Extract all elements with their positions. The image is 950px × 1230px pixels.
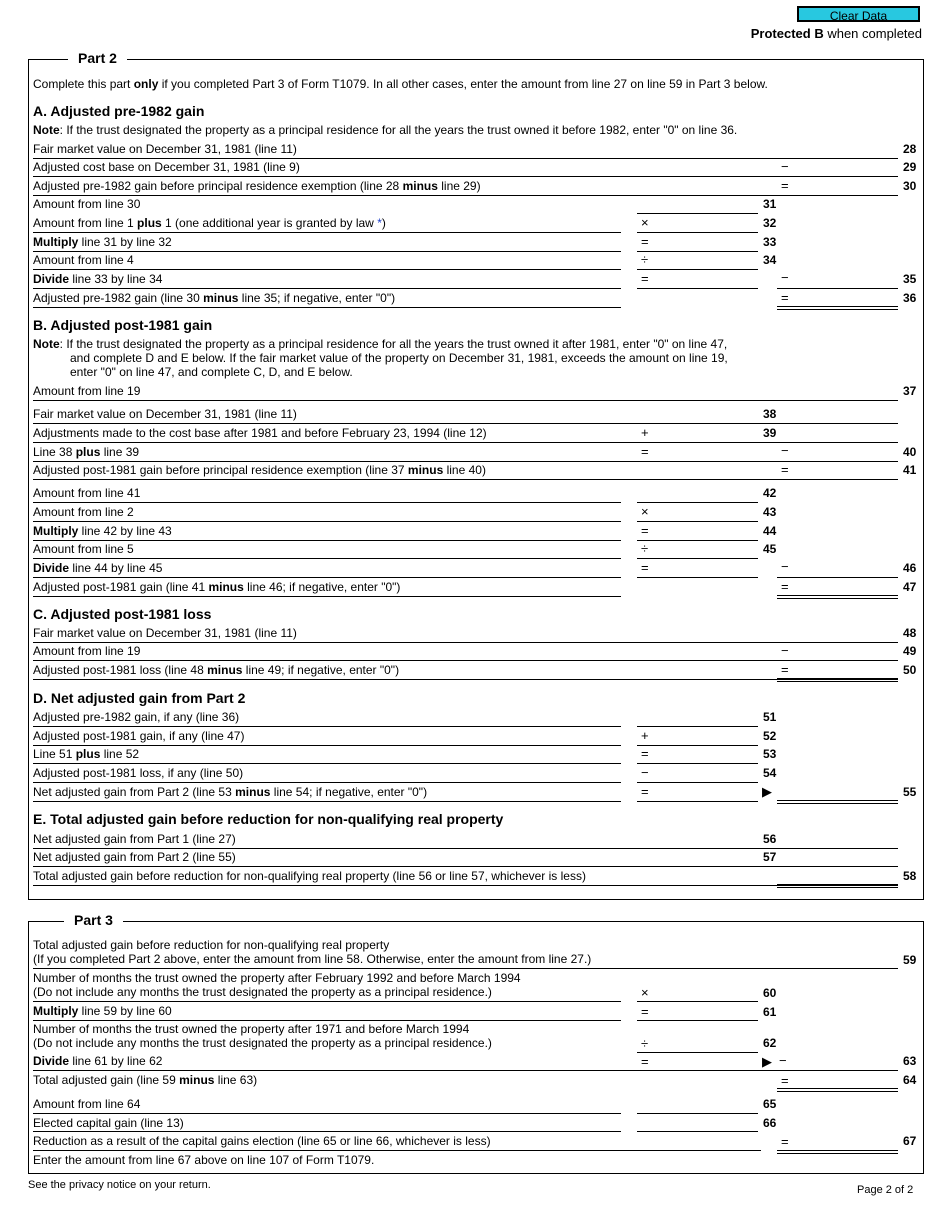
line-49-operator: −	[781, 643, 789, 658]
line-54-number: 54	[763, 766, 777, 780]
line-40-label: Line 38 plus line 39	[33, 445, 140, 459]
line-36-label: Adjusted pre-1982 gain (line 30 minus line 35; if negative, enter "0")	[33, 291, 396, 305]
line-35-operator2: −	[781, 270, 789, 285]
section-e-heading: E. Total adjusted gain before reduction for non-qualifying real property	[33, 811, 504, 827]
line-39-operator: +	[641, 425, 649, 440]
line-28-rule	[33, 158, 898, 159]
line-47-rule	[33, 596, 621, 597]
line-39-number: 39	[763, 426, 777, 440]
line-40-field[interactable]	[777, 461, 898, 462]
line-41-label: Adjusted post-1981 gain before principal residence exemption (line 37 minus line 40)	[33, 463, 486, 477]
line-56-rule	[33, 848, 898, 849]
section-a-heading: A. Adjusted pre-1982 gain	[33, 103, 205, 119]
line-37-number: 37	[903, 384, 917, 398]
section-c-heading: C. Adjusted post-1981 loss	[33, 606, 212, 622]
line-58-rule	[33, 885, 898, 886]
section-b-note-line1: Note: If the trust designated the property as a principal residence for all the years the trust owned it after 1981, enter "0" on line 47,	[33, 337, 728, 351]
line-45-operator: ÷	[641, 541, 649, 556]
line-65-label: Amount from line 64	[33, 1097, 141, 1111]
line-61-label: Multiply line 59 by line 60	[33, 1004, 172, 1018]
line-46-operator2: −	[781, 559, 789, 574]
protected-b-label: Protected B when completed	[750, 26, 922, 41]
line-57-label: Net adjusted gain from Part 2 (line 55)	[33, 850, 236, 864]
line-59-number: 59	[903, 953, 917, 967]
line-50-rule	[33, 679, 898, 680]
line-32-operator: ×	[641, 215, 649, 230]
line-65-field[interactable]	[637, 1113, 758, 1114]
line-29-field[interactable]	[777, 176, 898, 177]
line-50-number: 50	[903, 663, 917, 677]
line-33-operator: =	[641, 234, 649, 249]
line-55-mid-field	[637, 801, 758, 802]
line-54-operator: −	[641, 765, 649, 780]
line-60-rule	[33, 1001, 621, 1002]
line-55-field[interactable]	[777, 800, 898, 804]
line-43-mid-field[interactable]	[637, 521, 758, 522]
line-60-number: 60	[763, 986, 777, 1000]
line-30-rule	[33, 195, 898, 196]
line-64-number: 64	[903, 1073, 917, 1087]
line-33-rule	[33, 251, 621, 252]
line-52-operator: +	[641, 728, 649, 743]
line-38-number: 38	[763, 407, 777, 421]
line-50-label: Adjusted post-1981 loss (line 48 minus line 49; if negative, enter "0")	[33, 663, 400, 677]
line-55-operator: =	[641, 784, 649, 799]
line-46-label: Divide line 44 by line 45	[33, 561, 163, 575]
line-58-label: Total adjusted gain before reduction for non-qualifying real property (line 56 or line 57, whichever is less)	[33, 869, 586, 883]
line-46-field[interactable]	[777, 577, 898, 578]
line-62-number: 62	[763, 1036, 777, 1050]
line-31-number: 31	[763, 197, 777, 211]
line-42-number: 42	[763, 486, 777, 500]
part3-final-note: Enter the amount from line 67 above on line 107 of Form T1079.	[33, 1153, 375, 1167]
line-66-label: Elected capital gain (line 13)	[33, 1116, 184, 1130]
line-47-field[interactable]	[777, 595, 898, 599]
line-39-mid-field[interactable]	[637, 442, 758, 443]
line-54-label: Adjusted post-1981 loss, if any (line 50)	[33, 766, 244, 780]
line-40-rule	[33, 461, 898, 462]
line-62-label-a: Number of months the trust owned the property after 1971 and before March 1994	[33, 1022, 470, 1036]
line-36-field[interactable]	[777, 306, 898, 310]
line-57-rule	[33, 866, 898, 867]
line-41-operator: =	[781, 462, 789, 477]
line-63-number: 63	[903, 1054, 917, 1068]
line-44-rule	[33, 540, 621, 541]
line-41-number: 41	[903, 463, 917, 477]
line-28-field[interactable]	[777, 158, 898, 159]
line-62-label-b: (Do not include any months the trust designated the property as a principal residence.)	[33, 1036, 492, 1050]
line-37-rule	[33, 400, 898, 401]
section-a-note: Note: If the trust designated the property as a principal residence for all the years the trust owned it before 1982, enter "0" on line 36.	[33, 123, 738, 137]
line-38-rule	[33, 423, 898, 424]
line-43-rule	[33, 521, 621, 522]
line-41-field[interactable]	[777, 479, 898, 480]
part2-intro: Complete this part only if you completed Part 3 of Form T1079. In all other cases, enter the amount from line 27 on line 59 in Part 3 below.	[33, 77, 768, 91]
line-51-rule	[33, 726, 621, 727]
line-51-label: Adjusted pre-1982 gain, if any (line 36)	[33, 710, 240, 724]
line-45-mid-field[interactable]	[637, 558, 758, 559]
line-42-mid-field[interactable]	[637, 502, 758, 503]
line-67-operator: =	[781, 1134, 789, 1149]
line-44-operator: =	[641, 523, 649, 538]
line-35-label: Divide line 33 by line 34	[33, 272, 163, 286]
line-47-number: 47	[903, 580, 917, 594]
section-d-heading: D. Net adjusted gain from Part 2	[33, 690, 246, 706]
line-59-rule	[33, 968, 777, 969]
line-32-number: 32	[763, 216, 777, 230]
line-54-rule	[33, 782, 621, 783]
line-29-number: 29	[903, 160, 917, 174]
line-40-operator2: −	[781, 443, 789, 458]
line-33-label: Multiply line 31 by line 32	[33, 235, 172, 249]
line-44-number: 44	[763, 524, 777, 538]
section-b-note-line3: enter "0" on line 47, and complete C, D, and E below.	[70, 365, 353, 379]
line-36-operator: =	[781, 290, 789, 305]
line-60-field[interactable]	[637, 1001, 758, 1002]
line-49-rule	[33, 660, 898, 661]
line-55-number: 55	[903, 785, 917, 799]
line-35-operator: =	[641, 271, 649, 286]
line-34-mid-field[interactable]	[637, 269, 758, 270]
line-65-number: 65	[763, 1097, 777, 1111]
line-51-mid-field[interactable]	[637, 726, 758, 727]
line-53-label: Line 51 plus line 52	[33, 747, 140, 761]
line-52-mid-field[interactable]	[637, 745, 758, 746]
line-63-field[interactable]	[777, 1070, 898, 1071]
line-44-label: Multiply line 42 by line 43	[33, 524, 172, 538]
line-49-field[interactable]	[777, 660, 898, 661]
line-37-field[interactable]	[777, 400, 898, 401]
line-60-label-b: (Do not include any months the trust designated the property as a principal residence.)	[33, 985, 492, 999]
line-43-label: Amount from line 2	[33, 505, 134, 519]
line-34-number: 34	[763, 253, 777, 267]
line-67-rule	[33, 1150, 761, 1151]
line-61-field[interactable]	[637, 1020, 758, 1021]
line-56-number: 56	[763, 832, 777, 846]
line-67-field[interactable]	[777, 1150, 898, 1154]
line-35-rule	[33, 288, 621, 289]
line-56-label: Net adjusted gain from Part 1 (line 27)	[33, 832, 236, 846]
line-66-rule	[33, 1131, 621, 1132]
line-59-label-a: Total adjusted gain before reduction for non-qualifying real property	[33, 938, 390, 952]
line-45-number: 45	[763, 542, 777, 556]
line-46-number: 46	[903, 561, 917, 575]
line-59-field[interactable]	[777, 968, 898, 969]
line-53-number: 53	[763, 747, 777, 761]
line-46-rule	[33, 577, 621, 578]
line-31-mid-field[interactable]	[637, 213, 758, 214]
line-64-operator: =	[781, 1073, 789, 1088]
line-67-label: Reduction as a result of the capital gains election (line 65 or line 66, whichever is less)	[33, 1134, 491, 1148]
line-30-field[interactable]	[777, 195, 898, 196]
line-45-label: Amount from line 5	[33, 542, 134, 556]
line-34-operator: ÷	[641, 252, 649, 267]
line-59-label-b: (If you completed Part 2 above, enter the amount from line 58. Otherwise, enter the amount from line 27.)	[33, 952, 592, 966]
line-48-number: 48	[903, 626, 917, 640]
line-34-rule	[33, 269, 621, 270]
line-30-operator: =	[781, 178, 789, 193]
line-48-rule	[33, 642, 898, 643]
line-33-number: 33	[763, 235, 777, 249]
line-56-mid-field[interactable]	[637, 848, 758, 849]
line-51-number: 51	[763, 710, 777, 724]
line-65-rule	[33, 1113, 621, 1114]
line-52-label: Adjusted post-1981 gain, if any (line 47)	[33, 729, 245, 743]
section-b-note-line2: and complete D and E below. If the fair market value of the property on December 31, 1981, exceeds the amount on line 19,	[70, 351, 728, 365]
line-29-label: Adjusted cost base on December 31, 1981 (line 9)	[33, 160, 300, 174]
section-b-heading: B. Adjusted post-1981 gain	[33, 317, 213, 333]
line-52-number: 52	[763, 729, 777, 743]
line-36-number: 36	[903, 291, 917, 305]
line-44-mid-field[interactable]	[637, 540, 758, 541]
line-54-mid-field[interactable]	[637, 782, 758, 783]
line-64-field[interactable]	[777, 1088, 898, 1092]
line-49-number: 49	[903, 644, 917, 658]
page-number: Page 2 of 2	[857, 1184, 914, 1196]
line-38-label: Fair market value on December 31, 1981 (line 11)	[33, 407, 297, 421]
line-30-number: 30	[903, 179, 917, 193]
line-28-number: 28	[903, 142, 917, 156]
line-66-field[interactable]	[637, 1131, 758, 1132]
line-46-operator: =	[641, 560, 649, 575]
line-49-label: Amount from line 19	[33, 644, 141, 658]
line-61-rule	[33, 1020, 621, 1021]
line-41-rule	[33, 479, 898, 480]
line-53-mid-field[interactable]	[637, 763, 758, 764]
line-32-label: Amount from line 1 plus 1 (one additional year is granted by law *)	[33, 216, 386, 230]
line-29-operator: −	[781, 159, 789, 174]
line-42-rule	[33, 502, 621, 503]
line-43-number: 43	[763, 505, 777, 519]
line-60-operator: ×	[641, 985, 649, 1000]
line-47-label: Adjusted post-1981 gain (line 41 minus line 46; if negative, enter "0")	[33, 580, 401, 594]
line-43-operator: ×	[641, 504, 649, 519]
line-50-field[interactable]	[777, 678, 898, 682]
line-40-mid-field	[637, 461, 758, 462]
line-63-rule	[33, 1070, 898, 1071]
line-40-number: 40	[903, 445, 917, 459]
line-45-rule	[33, 558, 621, 559]
line-55-rule	[33, 801, 621, 802]
line-57-number: 57	[763, 850, 777, 864]
line-58-number: 58	[903, 869, 917, 883]
line-33-mid-field[interactable]	[637, 251, 758, 252]
line-47-operator: =	[781, 579, 789, 594]
line-35-number: 35	[903, 272, 917, 286]
clear-data-button[interactable]: Clear Data	[797, 6, 920, 22]
line-55-arrow-icon: ▶	[762, 784, 772, 799]
line-42-label: Amount from line 41	[33, 486, 141, 500]
part3-title: Part 3	[64, 912, 123, 928]
line-63-operator2: −	[779, 1053, 787, 1068]
line-29-rule	[33, 176, 898, 177]
line-60-label-a: Number of months the trust owned the property after February 1992 and before March 1994	[33, 971, 521, 985]
line-62-operator: ÷	[641, 1036, 649, 1051]
line-55-label: Net adjusted gain from Part 2 (line 53 minus line 54; if negative, enter "0")	[33, 785, 428, 799]
line-53-rule	[33, 763, 621, 764]
line-58-field[interactable]	[777, 884, 898, 888]
line-50-operator: =	[781, 662, 789, 677]
line-32-mid-field[interactable]	[637, 232, 758, 233]
line-53-operator: =	[641, 746, 649, 761]
line-63-operator: =	[641, 1054, 649, 1069]
line-30-label: Adjusted pre-1982 gain before principal residence exemption (line 28 minus line 29)	[33, 179, 481, 193]
line-52-rule	[33, 745, 621, 746]
privacy-notice: See the privacy notice on your return.	[28, 1179, 211, 1191]
line-61-operator: =	[641, 1004, 649, 1019]
line-66-number: 66	[763, 1116, 777, 1130]
line-63-mid-field	[637, 1070, 758, 1071]
line-46-mid-field	[637, 577, 758, 578]
line-32-rule	[33, 232, 621, 233]
line-63-label: Divide line 61 by line 62	[33, 1054, 163, 1068]
line-34-label: Amount from line 4	[33, 253, 134, 267]
line-64-label: Total adjusted gain (line 59 minus line 63)	[33, 1073, 258, 1087]
part2-title: Part 2	[68, 50, 127, 66]
line-28-label: Fair market value on December 31, 1981 (line 11)	[33, 142, 297, 156]
line-36-rule	[33, 307, 621, 308]
line-35-mid-field	[637, 288, 758, 289]
line-57-mid-field[interactable]	[637, 866, 758, 867]
line-38-mid-field[interactable]	[637, 423, 758, 424]
line-37-label: Amount from line 19	[33, 384, 141, 398]
line-67-number: 67	[903, 1134, 917, 1148]
line-31-label: Amount from line 30	[33, 197, 141, 211]
line-39-label: Adjustments made to the cost base after 1981 and before February 23, 1994 (line 12)	[33, 426, 487, 440]
line-63-arrow-icon: ▶	[762, 1054, 772, 1069]
line-35-field[interactable]	[777, 288, 898, 289]
line-48-field[interactable]	[777, 642, 898, 643]
line-48-label: Fair market value on December 31, 1981 (line 11)	[33, 626, 297, 640]
line-62-field[interactable]	[637, 1052, 758, 1053]
line-39-rule	[33, 442, 898, 443]
line-61-number: 61	[763, 1005, 777, 1019]
line-40-operator: =	[641, 444, 649, 459]
